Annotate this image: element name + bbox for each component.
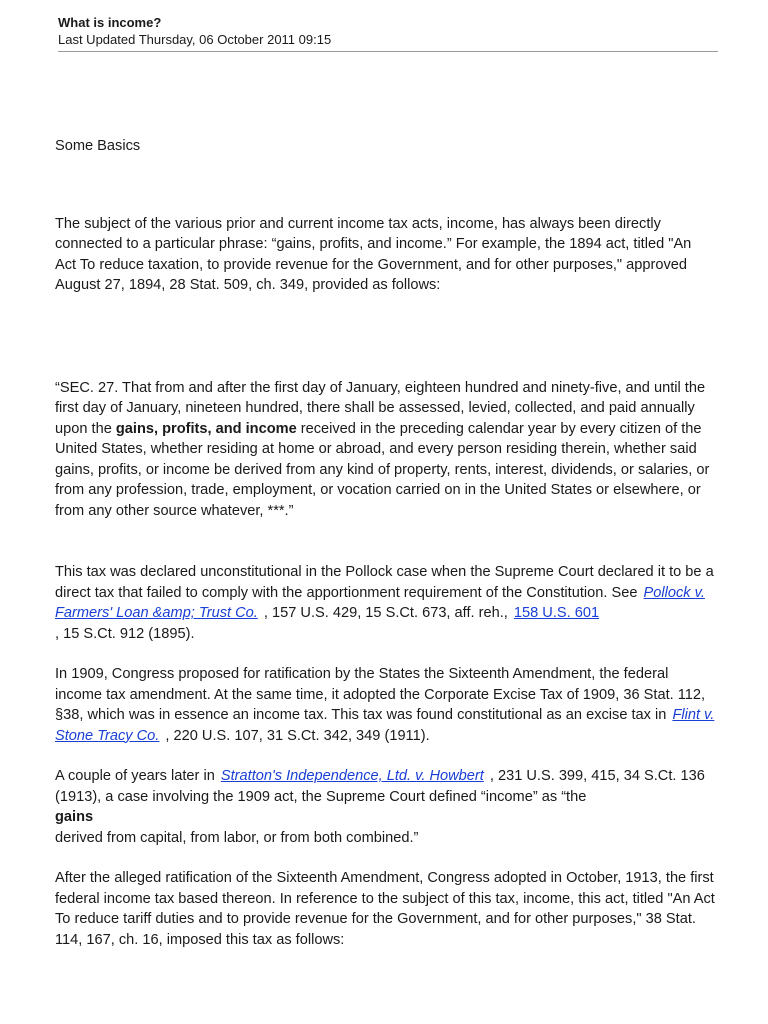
paragraph-intro: The subject of the various prior and current income tax acts, income, has always been directly connected to a particular phrase: “gains, profits, and income.” For example, the 1894 act, titled "An Act To reduce taxation, to provide revenue for the Government, and for other purposes," approved August 27, 1894, 28 Stat. 509, ch. 349, provided as follows: [55,215,692,293]
last-updated: Last Updated Thursday, 06 October 2011 09:15 [58,32,332,47]
pollock-text-middle: , 157 U.S. 429, 15 S.Ct. 673, aff. reh., [259,605,512,621]
flint-case-link[interactable]: Flint v. Stone Tracy Co. [55,707,715,744]
paragraph-1913: After the alleged ratification of the Sixteenth Amendment, Congress adopted in October, 1913, the first federal income tax based thereon. In reference to the subject of this tax, income, this act, titled "An Act To reduce tariff duties and to provide revenue for the Government, and for other purposes," 38 Stat. 114, 167, ch. 16, imposed this tax as follows: [55,870,715,948]
section-heading: Some Basics [55,138,141,154]
quote-bold-phrase: gains, profits, and income [115,420,297,437]
paragraph-stratton [55,766,715,848]
quote-text-after: received in the preceding calendar year by every citizen of the United States, whether residing at home or abroad, and every person residing therein, whether said gains, profits, or income be derived from any kind of property, rents, interest, dividends, or salaries, or from any profession, trade, employment, or vocation carried on in the United States or elsewhere, or from any other source whatever, ***.” [55,420,710,519]
pollock-case-link[interactable]: Pollock v. Farmers' Loan &amp; Trust Co. [55,584,705,621]
stratton-case-link[interactable]: Stratton's Independence, Ltd. v. Howbert [220,768,484,784]
stratton-bold-gains: gains [55,809,94,825]
paragraph-pollock [55,562,715,644]
article-body [55,136,715,950]
page-title: What is income? [58,15,162,30]
page-header [58,14,718,52]
1909-text-after: , 220 U.S. 107, 31 S.Ct. 342, 349 (1911). [161,727,430,744]
us-601-link[interactable]: 158 U.S. 601 [513,605,600,621]
pollock-text-after: , 15 S.Ct. 912 (1895). [55,625,195,642]
1909-text-before: In 1909, Congress proposed for ratification by the States the Sixteenth Amendment, the federal income tax amendment. At the same time, it adopted the Corporate Excise Tax of 1909, 36 Stat. 112, §38, which was in essence an income tax. This tax was found constitutional as an excise tax in [55,666,706,723]
paragraph-1909 [55,664,715,746]
stratton-text-middle: , 231 U.S. 399, 415, 34 S.Ct. 136 (1913), a case involving the 1909 act, the Supreme Court defined “income” as “the [55,768,705,805]
stratton-text-before: A couple of years later in [55,768,219,784]
paragraph-quote [55,378,715,522]
stratton-text-after: derived from capital, from labor, or from both combined.” [55,829,419,846]
pollock-text-before: This tax was declared unconstitutional in the Pollock case when the Supreme Court declared it to be a direct tax that failed to comply with the apportionment requirement of the Constitution. See [55,564,714,601]
quote-text-before: “SEC. 27. That from and after the first day of January, eighteen hundred and ninety-five, and until the first day of January, nineteen hundred, there shall be assessed, levied, collected, and paid annually upon the [55,379,706,437]
